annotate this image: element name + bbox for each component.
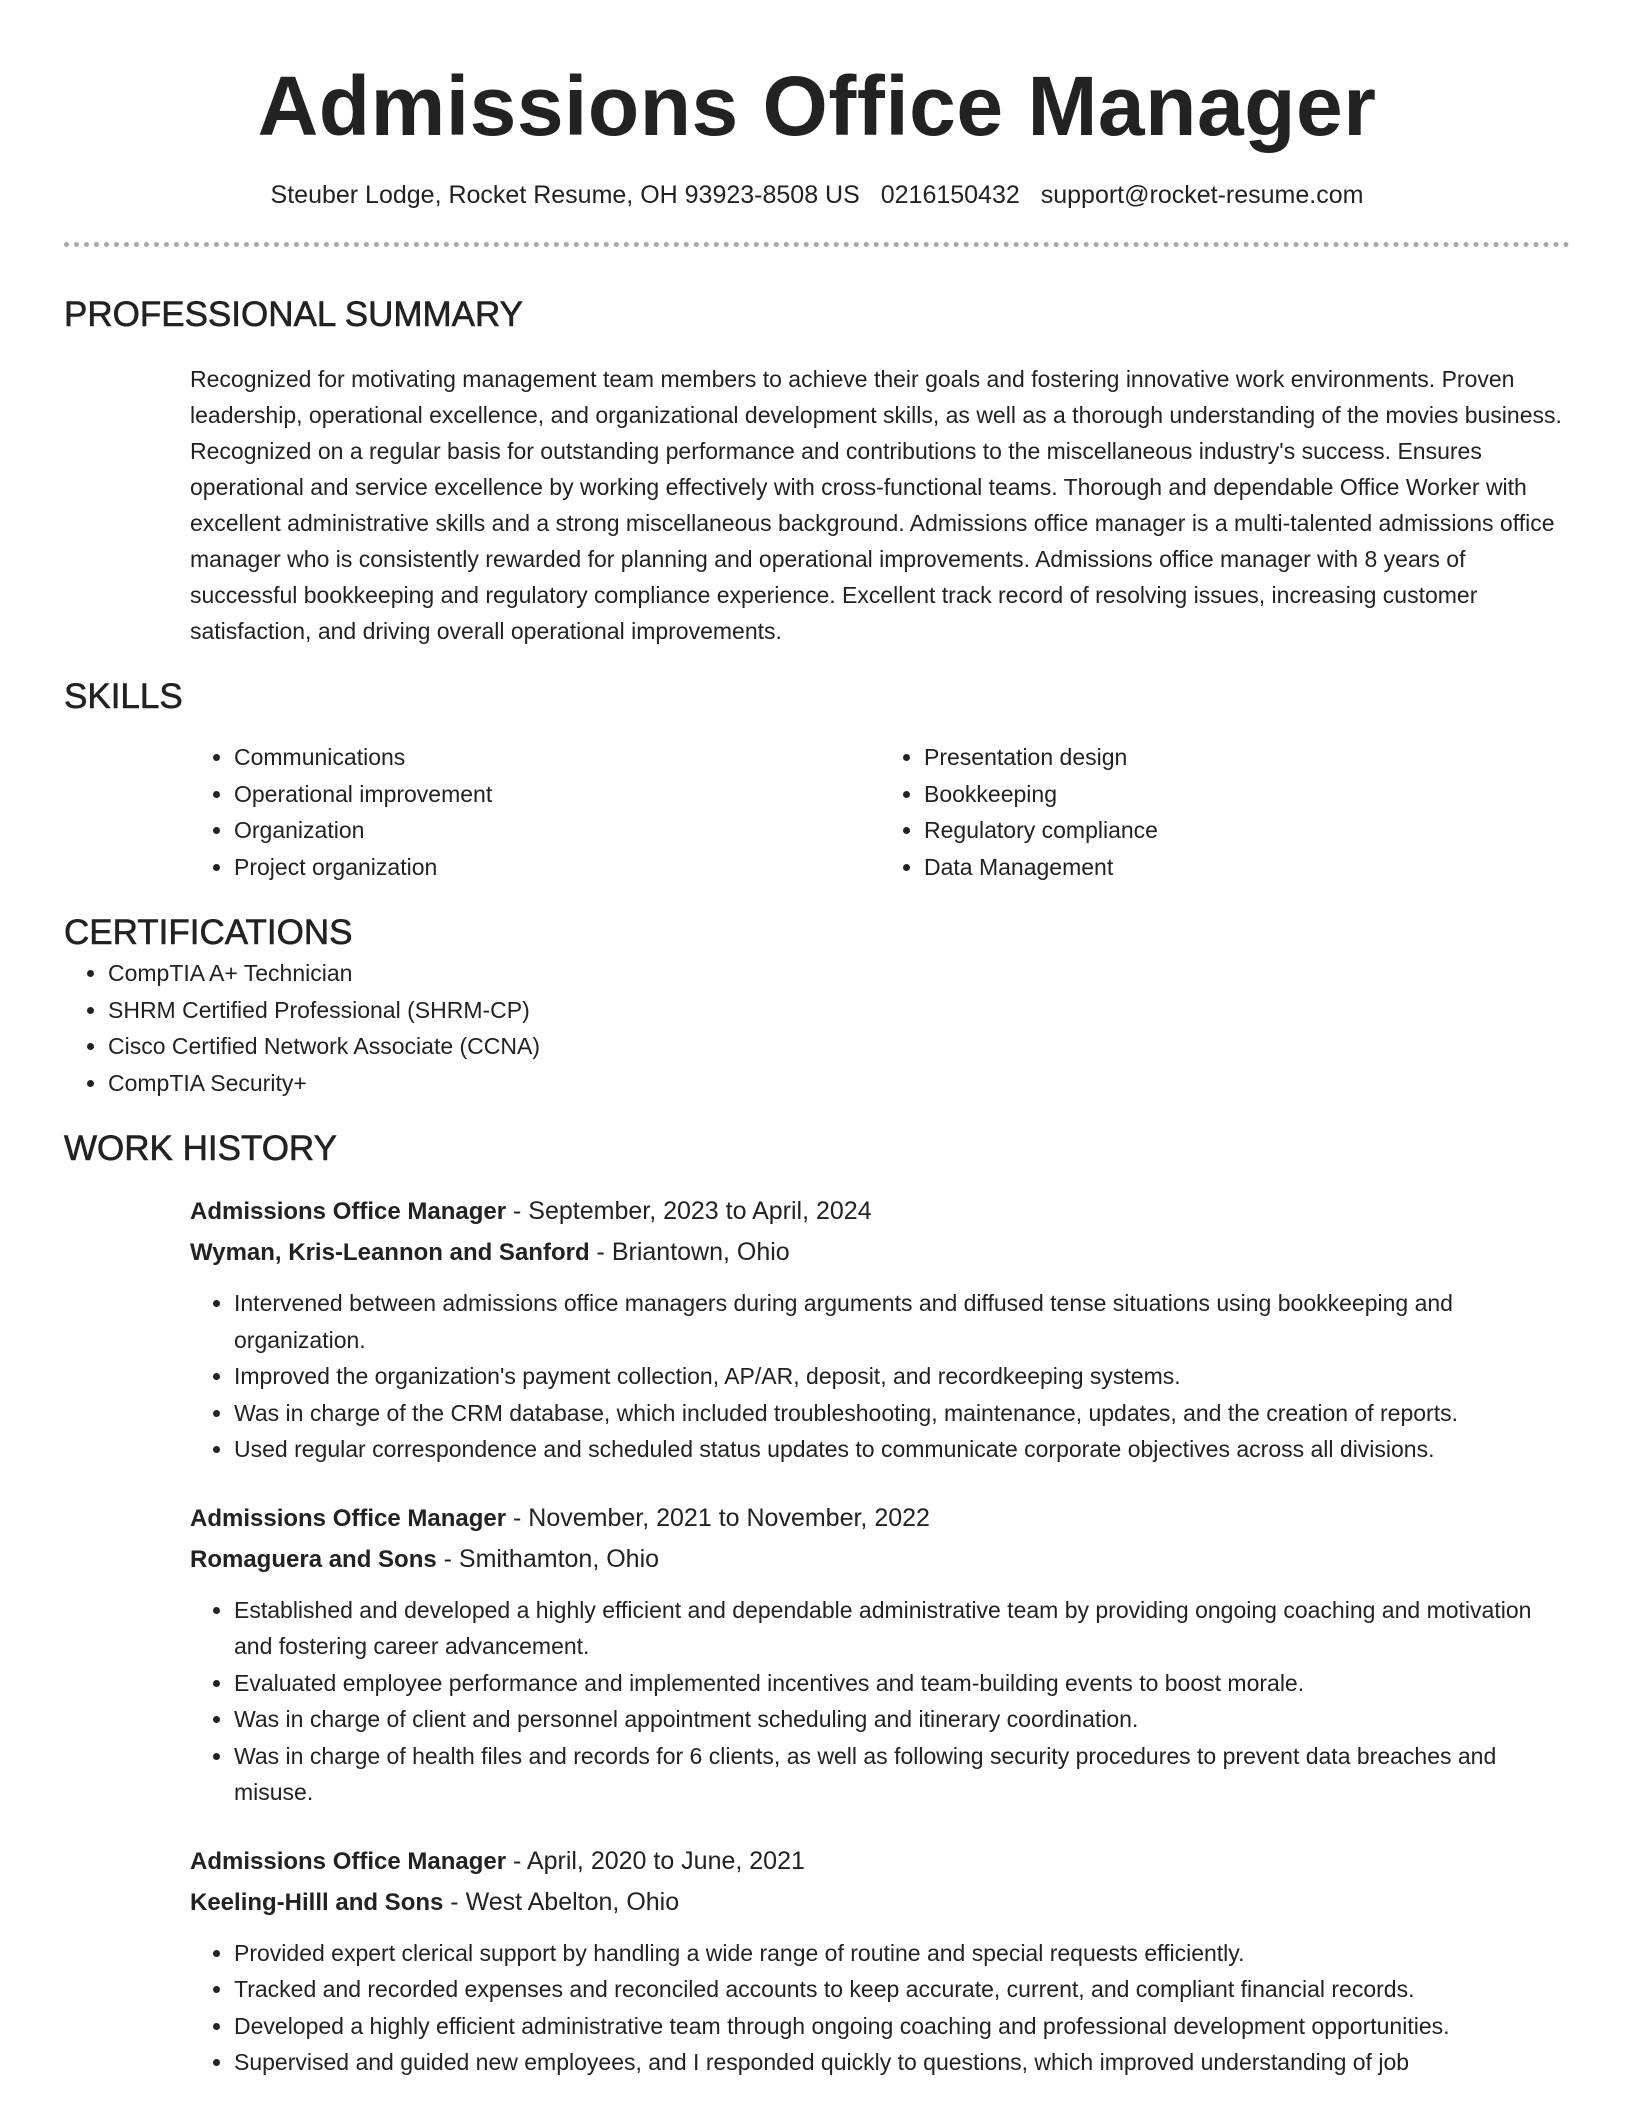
skill-item: • Organization — [234, 812, 880, 849]
job-bullets — [190, 1935, 1570, 2081]
job-title: Admissions Office Manager — [190, 1504, 507, 1532]
job-title: Admissions Office Manager — [190, 1847, 507, 1875]
job-bullets — [190, 1285, 1570, 1468]
job-dates: - September, 2023 to April, 2024 — [506, 1197, 872, 1225]
work-history-heading: WORK HISTORY — [64, 1129, 337, 1168]
skills-column-left — [190, 739, 880, 885]
certification-item: • CompTIA Security+ — [108, 1065, 1570, 1102]
summary-heading: PROFESSIONAL SUMMARY — [64, 295, 523, 334]
resume-name: Admissions Office Manager — [257, 59, 1377, 153]
skill-item: • Communications — [234, 739, 880, 776]
certification-item: • SHRM Certified Professional (SHRM-CP) — [108, 992, 1570, 1029]
contact-line — [64, 178, 1570, 212]
job-bullet: • Tracked and recorded expenses and reconciled accounts to keep accurate, current, and compliant financial records. — [234, 1971, 1570, 2008]
job-bullet: • Supervised and guided new employees, and I responded quickly to questions, which improved understanding of job — [234, 2044, 1570, 2081]
job-dates: - April, 2020 to June, 2021 — [506, 1846, 805, 1875]
job-location: - Briantown, Ohio — [589, 1238, 790, 1266]
job-bullet: • Intervened between admissions office managers during arguments and diffused tense situations using bookkeeping and organization. — [234, 1285, 1570, 1358]
job-bullet: • Improved the organization's payment collection, AP/AR, deposit, and recordkeeping systems. — [234, 1358, 1570, 1395]
job-company: Romaguera and Sons — [190, 1545, 437, 1573]
header-divider — [64, 242, 1570, 247]
certifications-list — [64, 955, 1570, 1101]
contact-email: support@rocket-resume.com — [1040, 181, 1364, 209]
certification-item: • Cisco Certified Network Associate (CCNA) — [108, 1028, 1570, 1065]
skill-item: • Presentation design — [924, 739, 1570, 776]
job-dates: - November, 2021 to November, 2022 — [506, 1503, 930, 1532]
job-company: Keeling-Hilll and Sons — [190, 1888, 444, 1916]
job-title: Admissions Office Manager — [190, 1198, 507, 1225]
job-bullet: • Was in charge of health files and records for 6 clients, as well as following security procedures to prevent data breaches and misuse. — [234, 1738, 1570, 1811]
job-bullet: • Used regular correspondence and scheduled status updates to communicate corporate objectives across all divisions. — [234, 1431, 1570, 1468]
job-location: - Smithamton, Ohio — [436, 1544, 660, 1573]
job-company-line — [190, 1882, 1570, 1923]
job-entry — [190, 1191, 1570, 1468]
contact-address: Steuber Lodge, Rocket Resume, OH 93923-8508 US — [270, 181, 860, 209]
skill-item: • Operational improvement — [234, 776, 880, 813]
skill-item: • Project organization — [234, 849, 880, 886]
job-entry — [190, 1841, 1570, 2081]
resume-page — [64, 0, 1570, 2081]
skill-item: • Bookkeeping — [924, 776, 1570, 813]
job-bullet: • Provided expert clerical support by handling a wide range of routine and special requests efficiently. — [234, 1935, 1570, 1972]
job-title-line — [190, 1498, 1570, 1539]
job-bullet: • Evaluated employee performance and implemented incentives and team-building events to boost morale. — [234, 1665, 1570, 1702]
summary-text: Recognized for motivating management team members to achieve their goals and fostering innovative work environments. Proven leadership, operational excellence, and organizational development skills, as well as a thorough understanding of the movies business. Recognized on a regular basis for outstanding performance and contributions to the miscellaneous industry's success. Ensures operational and service excellence by working effectively with cross-functional teams. Thorough and dependable Office Worker with excellent administrative skills and a strong miscellaneous background. Admissions office manager is a multi-talented admissions office manager who is consistently rewarded for planning and operational improvements. Admissions office manager with 8 years of successful bookkeeping and regulatory compliance experience. Excellent track record of resolving issues, increasing customer satisfaction, and driving overall operational improvements. — [190, 366, 1562, 644]
contact-phone: 0216150432 — [880, 181, 1020, 209]
certifications-heading: CERTIFICATIONS — [64, 913, 353, 952]
job-entry — [190, 1498, 1570, 1811]
job-bullets — [190, 1592, 1570, 1811]
job-bullet: • Was in charge of client and personnel appointment scheduling and itinerary coordination. — [234, 1701, 1570, 1738]
job-bullet: • Established and developed a highly efficient and dependable administrative team by providing ongoing coaching and motivation and fostering career advancement. — [234, 1592, 1570, 1665]
job-company-line — [190, 1539, 1570, 1580]
skill-item: • Regulatory compliance — [924, 812, 1570, 849]
job-bullet: • Was in charge of the CRM database, which included troubleshooting, maintenance, updates, and the creation of reports. — [234, 1395, 1570, 1432]
skills-column-right — [880, 739, 1570, 885]
certification-item: • CompTIA A+ Technician — [108, 955, 1570, 992]
skill-item: • Data Management — [924, 849, 1570, 886]
skills-list — [190, 739, 1570, 885]
job-title-line — [190, 1191, 1570, 1232]
job-location: - West Abelton, Ohio — [443, 1887, 680, 1916]
job-title-line — [190, 1841, 1570, 1882]
job-company-line — [190, 1232, 1570, 1273]
skills-heading: SKILLS — [64, 677, 183, 716]
job-company: Wyman, Kris-Leannon and Sanford — [190, 1239, 590, 1266]
job-bullet: • Developed a highly efficient administrative team through ongoing coaching and professional development opportunities. — [234, 2008, 1570, 2045]
